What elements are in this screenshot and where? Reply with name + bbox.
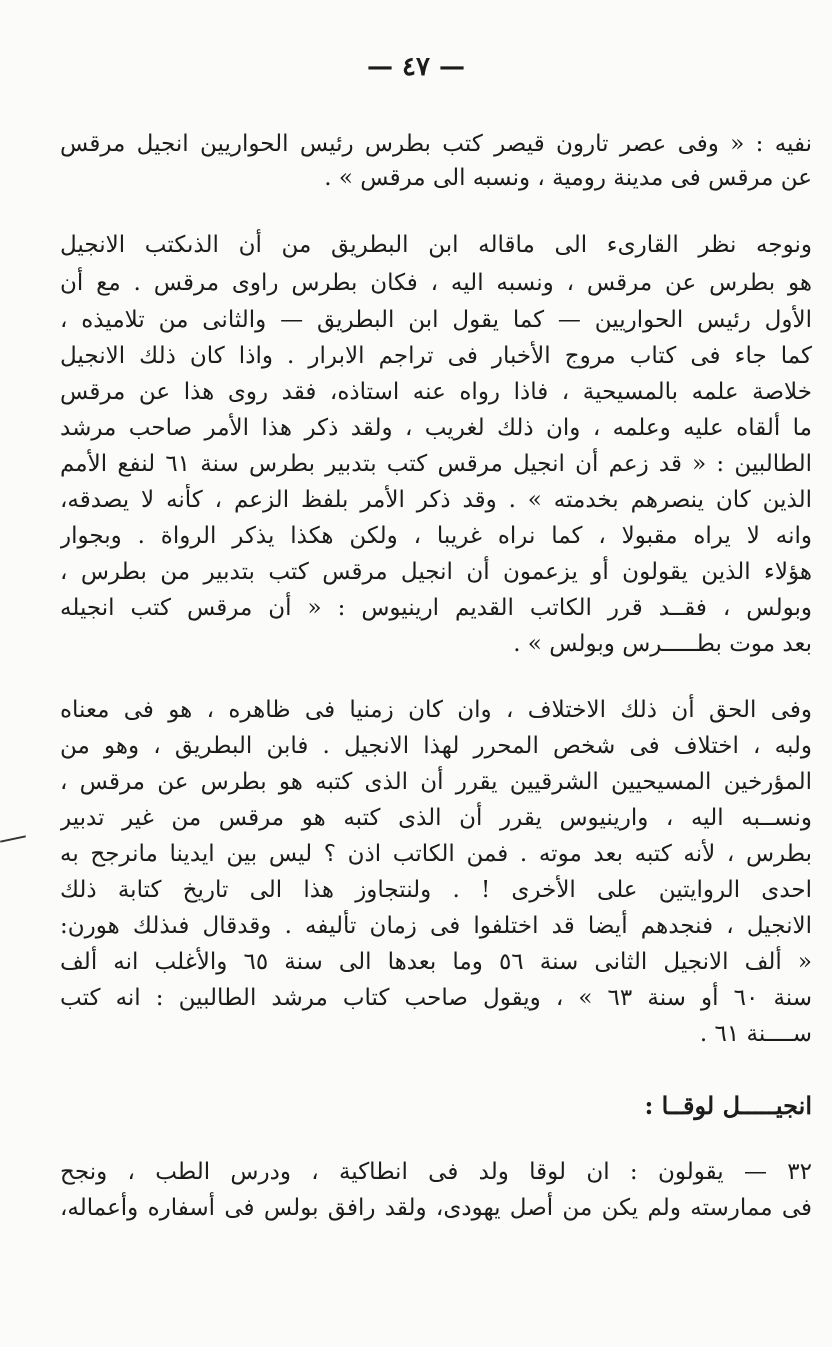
paragraph-2-line-1: ونوجه نظر القارىء الى ماقاله ابن البطريق من أن الذىكتب الانجيل: [60, 232, 812, 258]
paragraph-2-line-6: ما ألقاه عليه وعلمه ، وان ذلك لغريب ، ولقد ذكر هذا الأمر صاحب مرشد: [60, 415, 812, 441]
paragraph-3-line-10: ســــنة ٦١ .: [699, 1021, 812, 1047]
paragraph-1-line-2: عن مرقس فى مدينة رومية ، ونسبه الى مرقس » .: [324, 165, 812, 191]
paragraph-2-line-8: الذين كان ينصرهم بخدمته » . وقد ذكر الأمر بلفظ الزعم ، كأنه لا يصدقه،: [60, 487, 812, 513]
paragraph-1-line-1: نفيه : « وفى عصر تارون قيصر كتب بطرس رئيس الحواريين انجيل مرقس: [60, 131, 812, 157]
paragraph-3-line-7: الانجيل ، فنجدهم أيضا قد اختلفوا فى زمان تأليفه . وقدقال فىذلك هورن:: [60, 913, 812, 939]
paragraph-2-line-3: الأول رئيس الحواريين — كما يقول ابن البطريق — والثانى من تلاميذه ،: [60, 307, 812, 333]
paragraph-2-line-10: هؤلاء الذين يقولون أو يزعمون أن انجيل مرقس كتب بتدبير من بطرس ،: [60, 559, 812, 585]
page-number: — ٤٧ —: [366, 52, 466, 82]
paragraph-3-line-4: ونســبه اليه ، وارينيوس يقرر أن الذى كتبه هو مرقس من غير تدبير: [60, 805, 812, 831]
paragraph-3-line-3: المؤرخين المسيحيين الشرقيين يقرر أن الذى كتبه هو بطرس عن مرقس ،: [60, 769, 812, 795]
paragraph-2-line-12: بعد موت بطـــــرس وبولس » .: [513, 631, 812, 657]
paragraph-2-line-2: هو بطرس عن مرقس ، ونسبه اليه ، فكان بطرس راوى مرقس . مع أن: [60, 270, 812, 296]
margin-mark: [0, 835, 26, 842]
paragraph-2-line-9: وانه لا يراه مقبولا ، كما نراه غريبا ، ولكن هكذا يذكر الرواة . وبجوار: [60, 523, 812, 549]
paragraph-4-line-2: فى ممارسته ولم يكن من أصل يهودى، ولقد رافق بولس فى أسفاره وأعماله،: [60, 1195, 812, 1221]
paragraph-2-line-7: الطالبين : « قد زعم أن انجيل مرقس كتب بتدبير بطرس سنة ٦١ لنفع الأمم: [60, 451, 812, 477]
paragraph-3-line-8: « ألف الانجيل الثانى سنة ٥٦ وما بعدها الى سنة ٦٥ والأغلب انه ألف: [60, 949, 812, 975]
paragraph-2-line-4: كما جاء فى كتاب مروج الأخبار فى تراجم الابرار . واذا كان ذلك الانجيل: [60, 343, 812, 369]
paragraph-3-line-5: بطرس ، لأنه كتبه بعد موته . فمن الكاتب اذن ؟ ليس بين ايدينا مانرجح به: [60, 841, 812, 867]
paragraph-2-line-11: وبولس ، فقــد قرر الكاتب القديم ارينيوس : « أن مرقس كتب انجيله: [60, 595, 812, 621]
paragraph-4-line-1: ٣٢ — يقولون : ان لوقا ولد فى انطاكية ، ودرس الطب ، ونجح: [60, 1159, 812, 1185]
paragraph-3-line-6: احدى الروايتين على الأخرى ! . ولنتجاوز هذا الى تاريخ كتابة ذلك: [60, 877, 812, 903]
paragraph-3-line-9: سنة ٦٠ أو سنة ٦٣ » ، ويقول صاحب كتاب مرشد الطالبين : انه كتب: [60, 985, 812, 1011]
paragraph-3-line-1: وفى الحق أن ذلك الاختلاف ، وان كان زمنيا فى ظاهره ، هو فى معناه: [60, 697, 812, 723]
paragraph-2-line-5: خلاصة علمه بالمسيحية ، فاذا رواه عنه استاذه، فقد روى هذا عن مرقس: [60, 379, 812, 405]
section-heading: انجيـــــل لوقــا :: [644, 1091, 812, 1120]
paragraph-3-line-2: ولبه ، اختلاف فى شخص المحرر لهذا الانجيل . فابن البطريق ، وهو من: [60, 733, 812, 759]
